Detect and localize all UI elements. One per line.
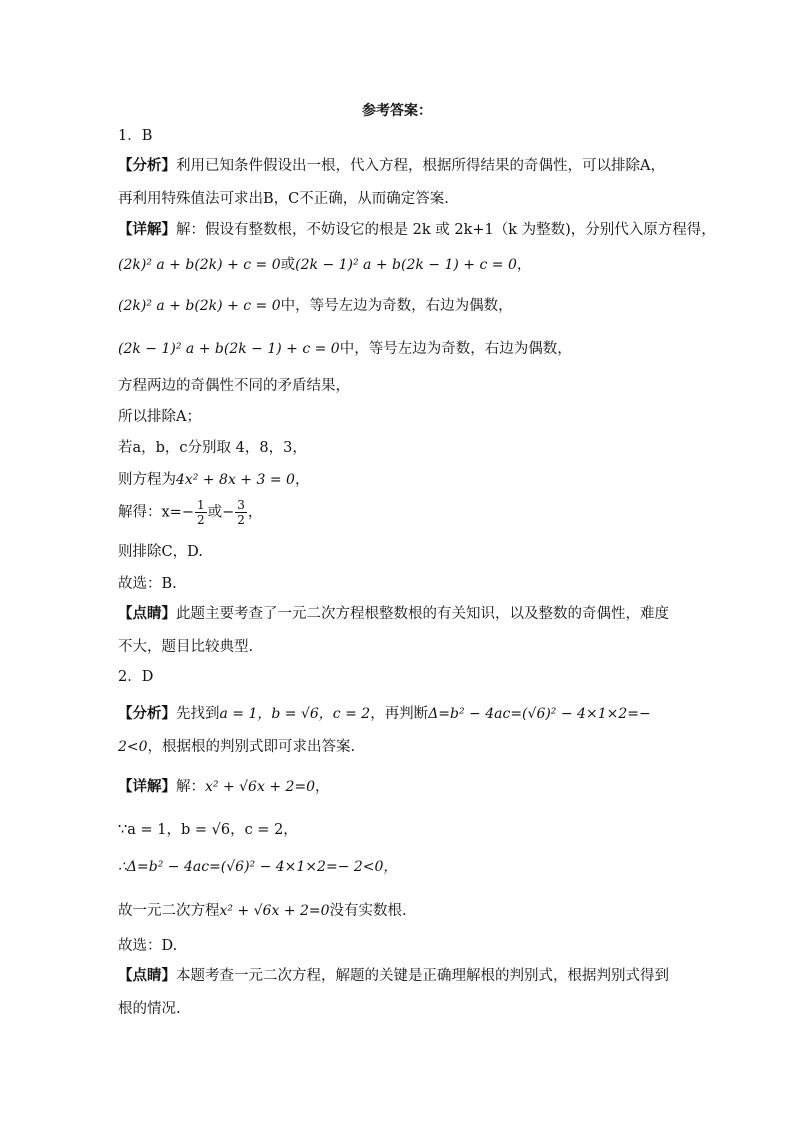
q2-detail-line <box>118 775 330 796</box>
q1-equation-suffix: ， <box>294 472 310 488</box>
q2-comment-tag: 【点睛】 <box>118 967 176 984</box>
q1-even-eq: (2k)² a + b(2k) + c = 0 <box>118 298 281 314</box>
q2-conclusion-post: 没有实数根. <box>329 903 407 919</box>
q1-odd-text: 中，等号左边为奇数，右边为偶数， <box>339 341 572 357</box>
q2-analysis <box>118 697 678 764</box>
q1-frac1-den: 2 <box>196 513 205 527</box>
q1-values: 若a，b，c分别取 4，8，3， <box>118 440 307 456</box>
q2-equation-suffix: ， <box>315 779 330 795</box>
q1-eq-odd: (2k − 1)² a + b(2k − 1) + c = 0 <box>295 257 517 273</box>
q1-solution-line <box>118 498 262 527</box>
q1-even-line <box>118 294 513 315</box>
q1-frac2-num: 3 <box>237 498 245 512</box>
q2-analysis-values: a = 1，b = √6，c = 2 <box>219 706 371 722</box>
q1-detail-intro-text: 解：假设有整数根，不妨设它的根是 2k 或 2k+1（k 为整数)，分别代入原方程得， <box>176 222 716 238</box>
q2-conclusion-pre: 故一元二次方程 <box>118 903 220 919</box>
q1-analysis-tag: 【分析】 <box>118 157 176 174</box>
q2-answer: 故选：D. <box>118 938 178 954</box>
q1-eq-end: ， <box>516 257 532 273</box>
q1-substitution-line <box>118 253 531 274</box>
q1-solve-prefix: 解得：x=− <box>118 504 194 521</box>
q1-solve-or: 或− <box>207 504 235 521</box>
q1-comment-tag: 【点睛】 <box>118 605 176 622</box>
q2-delta: ∴Δ=b² − 4ac=(√6)² − 4×1×2=− 2<0， <box>118 859 398 875</box>
q1-odd-line <box>118 337 572 358</box>
q1-solve-suffix: ， <box>247 504 263 521</box>
q2-detail-tag: 【详解】 <box>118 778 176 795</box>
q1-analysis-text: 利用已知条件假设出一根，代入方程，根据所得结果的奇偶性，可以排除A，再利用特殊值法可求出B，C不正确，从而确定答案. <box>118 158 665 207</box>
q2-analysis-mid: ，再判断 <box>370 706 429 722</box>
q1-comment <box>118 597 678 664</box>
q1-eq-even: (2k)² a + b(2k) + c = 0 <box>118 257 281 273</box>
q1-equation-line <box>118 468 309 489</box>
q1-frac1-num: 1 <box>196 498 205 512</box>
q1-exclude-cd: 则排除C，D. <box>118 544 203 560</box>
q1-odd-eq: (2k − 1)² a + b(2k − 1) + c = 0 <box>118 341 340 357</box>
q1-even-text: 中，等号左边为奇数，右边为偶数， <box>280 298 513 314</box>
q1-fraction-2 <box>235 498 247 527</box>
q2-analysis-pre: 先找到 <box>176 706 220 722</box>
q2-conclusion-eq: x² + √6x + 2=0 <box>219 903 330 919</box>
q2-given: ∵a = 1，b = √6，c = 2， <box>118 822 298 838</box>
q1-contradiction: 方程两边的奇偶性不同的矛盾结果， <box>118 378 350 394</box>
q1-answer: 故选：B. <box>118 576 177 592</box>
q2-number: 2．D <box>118 669 154 685</box>
q2-analysis-delta: Δ=b² − 4ac=(√6)² − 4×1×2=− 2<0 <box>118 706 651 755</box>
q2-comment <box>118 959 678 1026</box>
q1-fraction-1 <box>195 498 207 527</box>
q1-detail-intro <box>118 218 716 239</box>
page-title: 参考答案： <box>362 103 432 119</box>
q2-conclusion <box>118 899 407 920</box>
q1-number: 1．B <box>118 128 153 144</box>
q1-comment-text: 此题主要考查了一元二次方程根整数根的有关知识，以及整数的奇偶性，难度不大，题目比较典型. <box>118 606 669 655</box>
q1-frac2-den: 2 <box>237 513 245 527</box>
q2-equation: x² + √6x + 2=0 <box>205 779 316 795</box>
q1-analysis <box>118 149 678 216</box>
q1-eq-or: 或 <box>280 257 296 273</box>
q2-detail-intro: 解： <box>176 779 205 795</box>
q2-analysis-post: ，根据根的判别式即可求出答案. <box>147 739 356 755</box>
q2-analysis-tag: 【分析】 <box>118 705 176 722</box>
q1-equation-prefix: 则方程为 <box>118 472 176 488</box>
q1-detail-tag: 【详解】 <box>118 221 176 238</box>
q1-exclude-a: 所以排除A； <box>118 409 201 425</box>
q1-equation: 4x² + 8x + 3 = 0 <box>176 472 295 488</box>
q2-comment-text: 本题考查一元二次方程，解题的关键是正确理解根的判别式，根据判别式得到根的情况. <box>118 968 669 1017</box>
